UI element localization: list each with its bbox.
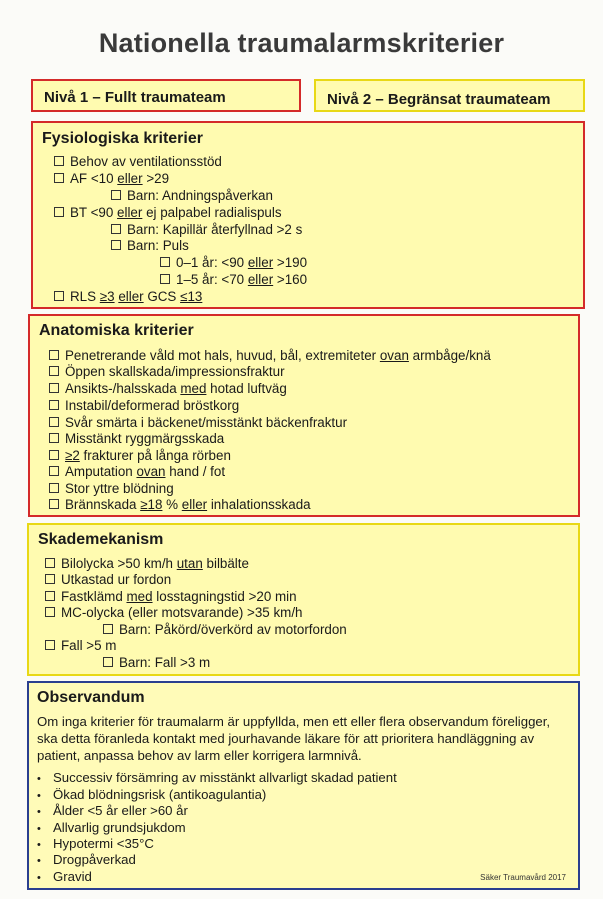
list-item: • Successiv försämring av misstänkt allvarligt skadad patient (37, 770, 397, 785)
checkbox-icon (49, 466, 59, 476)
list-item: Barn: Fall >3 m (103, 655, 210, 671)
list-item: • Ökad blödningsrisk (antikoagulantia) (37, 787, 267, 802)
anatomiska-section (28, 314, 580, 517)
checkbox-icon (49, 383, 59, 393)
bullet-icon: • (37, 790, 41, 802)
checkbox-icon (49, 400, 59, 410)
checkbox-icon (54, 156, 64, 166)
checkbox-icon (111, 240, 121, 250)
checkbox-icon (54, 291, 64, 301)
list-item: BT <90 eller ej palpabel radialispuls (54, 205, 282, 221)
list-item: • Drogpåverkad (37, 852, 136, 867)
checkbox-icon (54, 207, 64, 217)
list-item: Instabil/deformerad bröstkorg (49, 398, 239, 414)
list-item: Penetrerande våld mot hals, huvud, bål, extremiteter ovan armbåge/knä (49, 348, 491, 364)
list-item: • Ålder <5 år eller >60 år (37, 803, 188, 818)
list-item: Amputation ovan hand / fot (49, 464, 225, 480)
checkbox-icon (111, 224, 121, 234)
checkbox-icon (49, 433, 59, 443)
anatomiska-title: Anatomiska kriterier (39, 322, 194, 339)
list-item: RLS ≥3 eller GCS ≤13 (54, 289, 202, 305)
checkbox-icon (103, 624, 113, 634)
checkbox-icon (45, 558, 55, 568)
list-item: Barn: Puls (111, 238, 189, 254)
checkbox-icon (49, 350, 59, 360)
checkbox-icon (49, 417, 59, 427)
list-item: Fastklämd med losstagningstid >20 min (45, 589, 297, 605)
list-item: Bilolycka >50 km/h utan bilbälte (45, 556, 249, 572)
list-item: Svår smärta i bäckenet/misstänkt bäckenfraktur (49, 415, 347, 431)
checkbox-icon (49, 366, 59, 376)
bullet-icon: • (37, 839, 41, 851)
list-item: MC-olycka (eller motsvarande) >35 km/h (45, 605, 302, 621)
list-item: Ansikts-/halsskada med hotad luftväg (49, 381, 287, 397)
bullet-icon: • (37, 806, 41, 818)
list-item: • Gravid (37, 869, 92, 884)
level-1-label: Nivå 1 – Fullt traumateam (31, 79, 301, 112)
checkbox-icon (54, 173, 64, 183)
bullet-icon: • (37, 872, 41, 884)
list-item: Utkastad ur fordon (45, 572, 171, 588)
list-item: • Hypotermi <35°C (37, 836, 154, 851)
list-item: Misstänkt ryggmärgsskada (49, 431, 224, 447)
checkbox-icon (49, 483, 59, 493)
bullet-icon: • (37, 773, 41, 785)
list-item: Barn: Andningspåverkan (111, 188, 273, 204)
list-item: Barn: Påkörd/överkörd av motorfordon (103, 622, 347, 638)
bullet-icon: • (37, 855, 41, 867)
checkbox-icon (45, 640, 55, 650)
checkbox-icon (111, 190, 121, 200)
checkbox-icon (49, 499, 59, 509)
list-item: 1–5 år: <70 eller >160 (160, 272, 307, 288)
list-item: Barn: Kapillär återfyllnad >2 s (111, 222, 302, 238)
observandum-title: Observandum (37, 689, 145, 706)
list-item: Öppen skallskada/impressionsfraktur (49, 364, 285, 380)
page-title: Nationella traumalarmskriterier (98, 28, 505, 58)
list-item: • Allvarlig grundsjukdom (37, 820, 186, 835)
level-2-label: Nivå 2 – Begränsat traumateam (314, 79, 585, 112)
list-item: Fall >5 m (45, 638, 116, 654)
bullet-icon: • (37, 823, 41, 835)
list-item: 0–1 år: <90 eller >190 (160, 255, 307, 271)
skademekanism-section (27, 523, 580, 676)
checkbox-icon (103, 657, 113, 667)
fysiologiska-title: Fysiologiska kriterier (42, 130, 203, 147)
footer-credit: Säker Traumavård 2017 (480, 873, 566, 882)
skademekanism-title: Skademekanism (38, 531, 164, 548)
checkbox-icon (160, 257, 170, 267)
list-item: ≥2 frakturer på långa rörben (49, 448, 231, 464)
observandum-section (27, 681, 580, 890)
list-item: Brännskada ≥18 % eller inhalationsskada (49, 497, 311, 513)
checkbox-icon (49, 450, 59, 460)
list-item: Behov av ventilationsstöd (54, 154, 222, 170)
list-item: AF <10 eller >29 (54, 171, 169, 187)
list-item: Stor yttre blödning (49, 481, 174, 497)
checkbox-icon (160, 274, 170, 284)
observandum-intro: Om inga kriterier för traumalarm är uppfyllda, men ett eller flera observandum föreligger, ska detta föranleda kontakt med jourhavande läkare för att prioritera handläggning av patient, anpassa behov av larm eller korrigera larmnivå. (37, 714, 551, 763)
fysiologiska-section (31, 121, 585, 309)
checkbox-icon (45, 607, 55, 617)
checkbox-icon (45, 574, 55, 584)
checkbox-icon (45, 591, 55, 601)
